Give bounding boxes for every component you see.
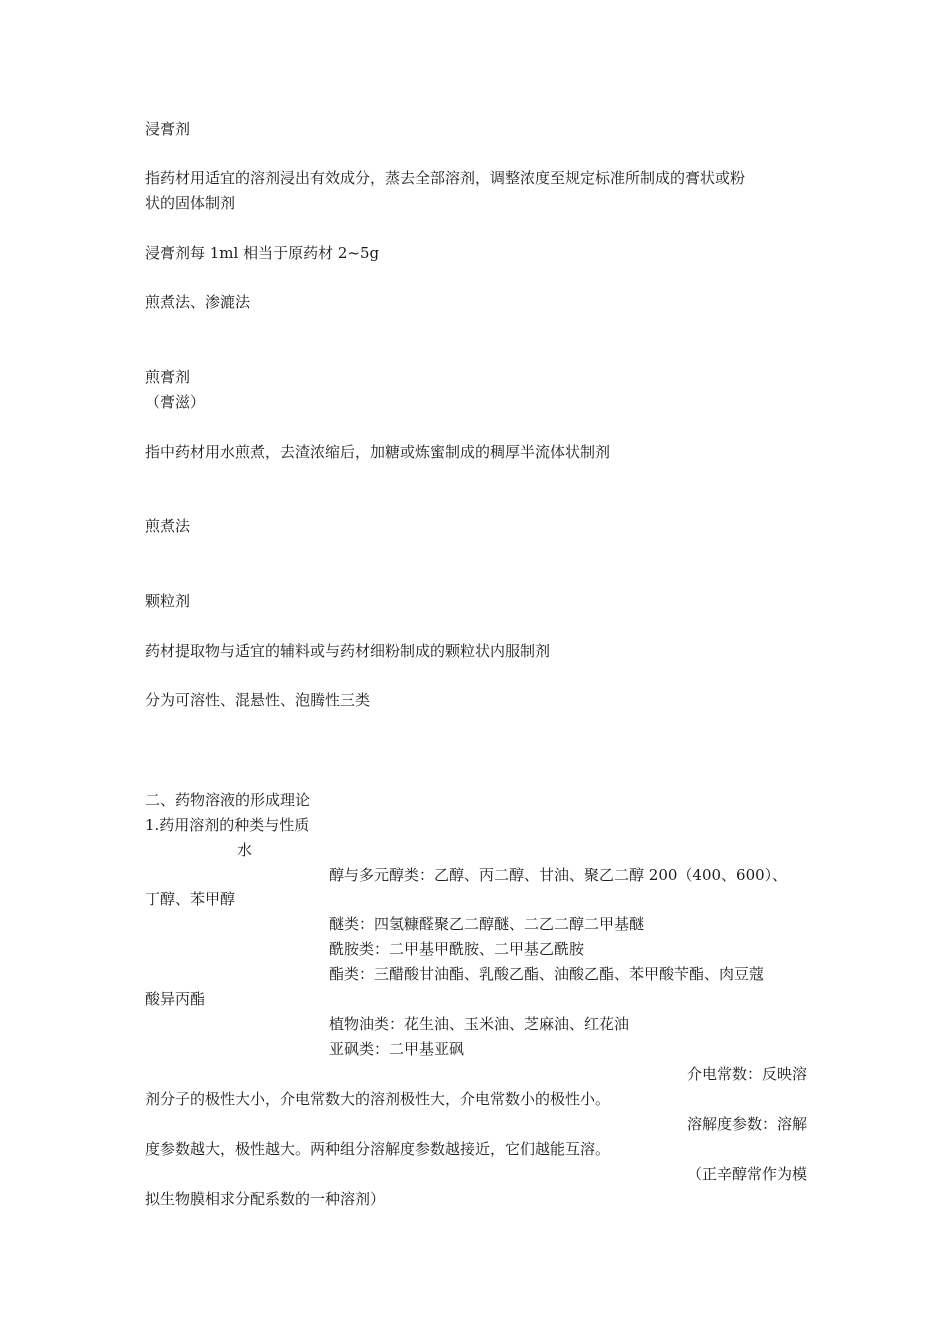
solubility-line2: 度参数越大，极性越大。两种组分溶解度参数越接近，它们越能互溶。 (145, 1140, 611, 1158)
solvent-alcohols-line1: 醇与多元醇类：乙醇、丙二醇、甘油、聚乙二醇 200（400、600）、 (329, 866, 788, 884)
decoction-paste-title: 煎膏剂 (145, 368, 191, 386)
solvent-ethers: 醚类：四氢糠醛聚乙二醇醚、二乙二醇二甲基醚 (329, 915, 645, 933)
decoction-paste-definition: 指中药材用水煎煮，去渣浓缩后，加糖或炼蜜制成的稠厚半流体状制剂 (145, 443, 611, 461)
extract-definition-line1: 指药材用适宜的溶剂浸出有效成分，蒸去全部溶剂，调整浓度至规定标准所制成的膏状或粉 (145, 169, 746, 187)
solubility-line1: 溶解度参数：溶解 (686, 1115, 807, 1133)
solvent-alcohols-line2: 丁醇、苯甲醇 (145, 890, 236, 908)
solvent-amides: 酰胺类：二甲基甲酰胺、二甲基乙酰胺 (329, 940, 585, 958)
extract-methods: 煎煮法、渗漉法 (145, 293, 251, 311)
dielectric-line1: 介电常数：反映溶 (686, 1065, 807, 1083)
solvent-esters-line1: 酯类：三醋酸甘油酯、乳酸乙酯、油酸乙酯、苯甲酸苄酯、肉豆蔻 (329, 965, 765, 983)
decoction-paste-methods: 煎煮法 (145, 517, 191, 535)
solvent-water: 水 (237, 841, 253, 859)
dielectric-line2: 剂分子的极性大小，介电常数大的溶剂极性大，介电常数小的极性小。 (145, 1090, 611, 1108)
solution-theory-subheading: 1.药用溶剂的种类与性质 (145, 816, 310, 834)
octanol-line2: 拟生物膜相求分配系数的一种溶剂） (145, 1190, 386, 1208)
solvent-vegetable-oils: 植物油类：花生油、玉米油、芝麻油、红花油 (329, 1015, 630, 1033)
granules-classification: 分为可溶性、混悬性、泡腾性三类 (145, 691, 371, 709)
extract-title: 浸膏剂 (145, 120, 191, 138)
octanol-line1: （正辛醇常作为模 (686, 1165, 807, 1183)
extract-ratio: 浸膏剂每 1ml 相当于原药材 2~5g (145, 244, 380, 262)
solvent-sulfoxides: 亚砜类：二甲基亚砜 (329, 1040, 465, 1058)
extract-definition-line2: 状的固体制剂 (145, 194, 236, 212)
granules-definition: 药材提取物与适宜的辅料或与药材细粉制成的颗粒状内服制剂 (145, 642, 551, 660)
granules-title: 颗粒剂 (145, 592, 191, 610)
solution-theory-heading: 二、药物溶液的形成理论 (145, 791, 311, 809)
solvent-esters-line2: 酸异丙酯 (145, 990, 206, 1008)
decoction-paste-alias: （膏滋） (145, 393, 206, 411)
